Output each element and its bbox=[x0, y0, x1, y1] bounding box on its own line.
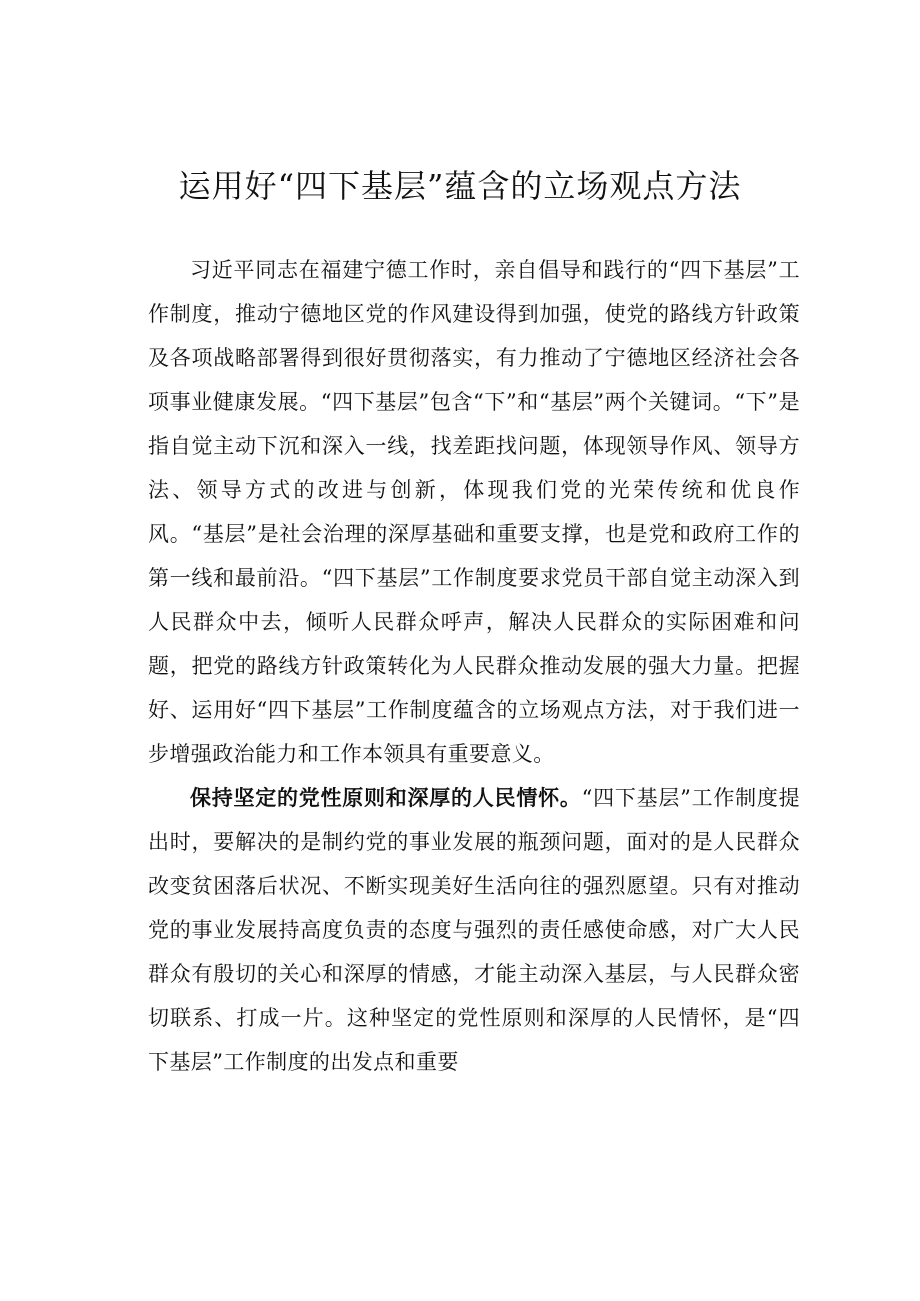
document-title: 运用好“四下基层”蕴含的立场观点方法 bbox=[178, 167, 742, 205]
paragraph-intro bbox=[148, 248, 800, 776]
paragraph-party-principle-text: “四下基层”工作制度提出时，要解决的是制约党的事业发展的瓶颈问题，面对的是人民群众改变贫困落后状况、不断实现美好生活向往的强烈愿望。只有对推动党的事业发展持高度负责的态度与强烈的责任感使命感，对广大人民群众有殷切的关心和深厚的情感，才能主动深入基层，与人民群众密切联系、打成一片。这种坚定的党性原则和深厚的人民情怀，是“四下基层”工作制度的出发点和重要 bbox=[148, 786, 800, 1074]
paragraph-party-principle bbox=[148, 776, 800, 1084]
document-body bbox=[148, 248, 800, 1084]
paragraph-intro-text: 习近平同志在福建宁德工作时，亲自倡导和践行的“四下基层”工作制度，推动宁德地区党的作风建设得到加强，使党的路线方针政策及各项战略部署得到很好贯彻落实，有力推动了宁德地区经济社会各项事业健康发展。“四下基层”包含“下”和“基层”两个关键词。“下”是指自觉主动下沉和深入一线，找差距找问题，体现领导作风、领导方法、领导方式的改进与创新，体现我们党的光荣传统和优良作风。“基层”是社会治理的深厚基础和重要支撑，也是党和政府工作的第一线和最前沿。“四下基层”工作制度要求党员干部自觉主动深入到人民群众中去，倾听人民群众呼声，解决人民群众的实际困难和问题，把党的路线方针政策转化为人民群众推动发展的强大力量。把握好、运用好“四下基层”工作制度蕴含的立场观点方法，对于我们进一步增强政治能力和工作本领具有重要意义。 bbox=[148, 258, 800, 766]
paragraph-party-principle-lead: 保持坚定的党性原则和深厚的人民情怀。 bbox=[190, 785, 582, 810]
